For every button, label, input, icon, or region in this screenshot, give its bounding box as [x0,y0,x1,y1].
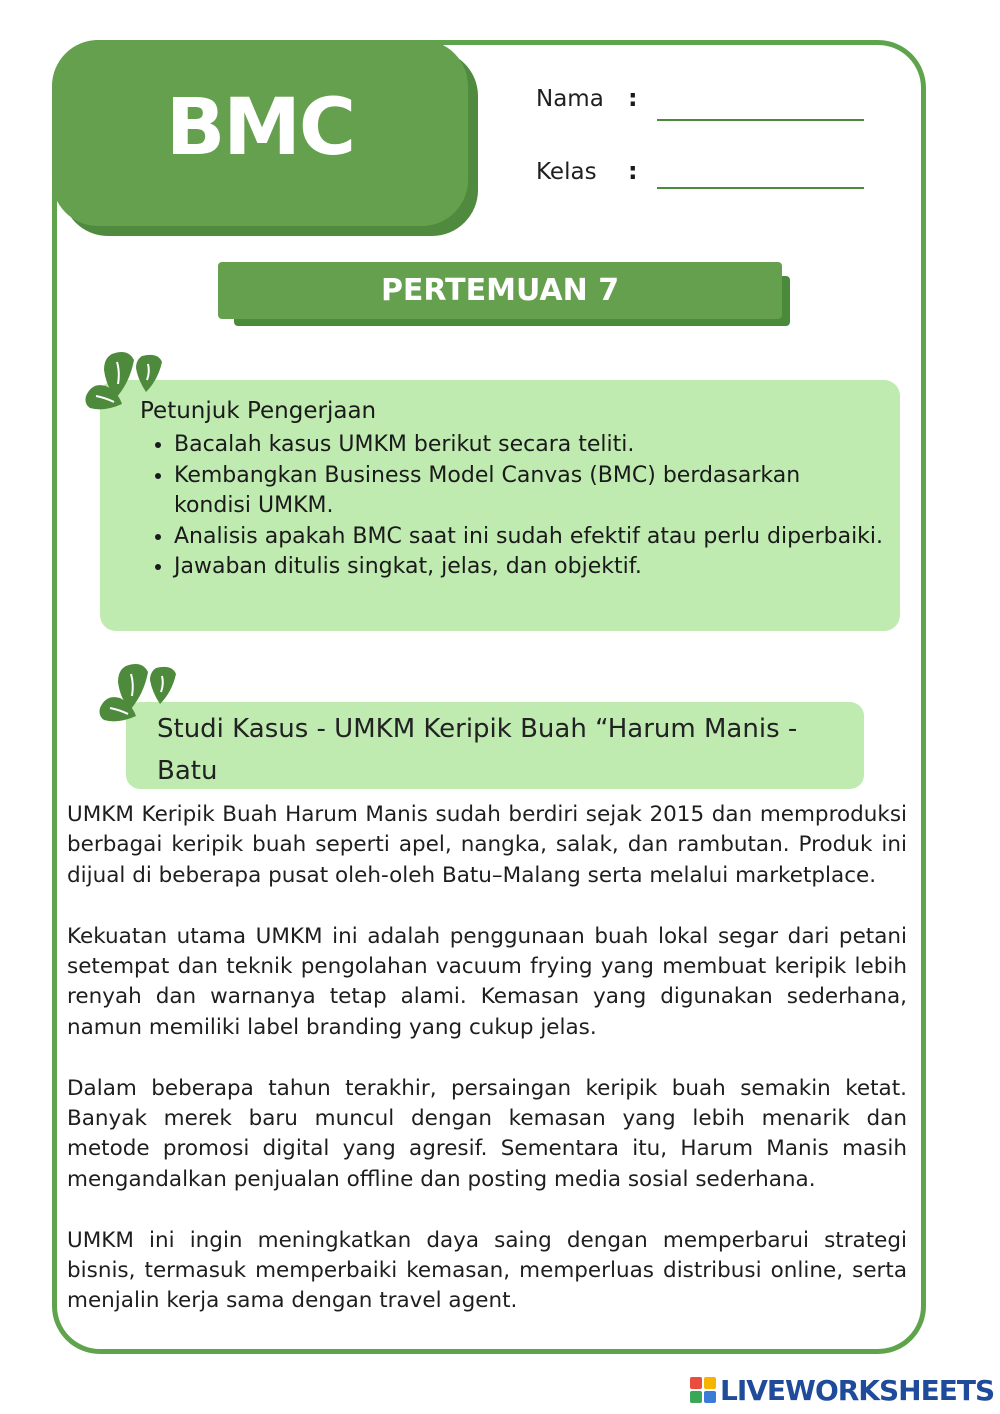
instruction-item: • Kembangkan Business Model Canvas (BMC) berdasarkan kondisi UMKM. [174,461,884,522]
title-banner [52,40,468,226]
case-paragraph: UMKM ini ingin meningkatkan daya saing dengan memperbarui strategi bisnis, termasuk memperbaiki kemasan, memperluas distribusi online, serta menjalin kerja sama dengan travel agent. [67,1227,907,1314]
instruction-item: • Jawaban ditulis singkat, jelas, dan objektif. [174,552,884,583]
class-label: Kelas [536,159,597,185]
class-input-line[interactable] [657,187,864,189]
name-colon: : [628,84,638,112]
liveworksheets-brand[interactable] [690,1372,994,1408]
case-study-title: Studi Kasus - UMKM Keripik Buah “Harum Manis - Batu [157,714,798,786]
instruction-item: • Analisis apakah BMC saat ini sudah efektif atau perlu diperbaiki. [174,522,884,553]
case-paragraph: Dalam beberapa tahun terakhir, persaingan keripik buah semakin ketat. Banyak merek baru muncul dengan kemasan yang lebih menarik dan metode promosi digital yang agresif. Sementara itu, Harum Manis masih mengandalkan penjualan offline dan posting media sosial sederhana. [67,1075,907,1192]
instructions-heading: Petunjuk Pengerjaan [140,398,377,424]
leaf-decoration-icon [98,658,182,728]
case-paragraph: Kekuatan utama UMKM ini adalah penggunaan buah lokal segar dari petani setempat dan teknik pengolahan vacuum frying yang membuat keripik lebih renyah dan warnanya tetap alami. Kemasan yang digunakan sederhana, namun memiliki label branding yang cukup jelas. [67,923,907,1040]
meeting-label: PERTEMUAN 7 [380,273,620,308]
instruction-item: • Bacalah kasus UMKM berikut secara teliti. [174,430,884,461]
name-label: Nama [536,86,604,112]
leaf-decoration-icon [84,346,168,416]
case-study-banner [126,702,864,789]
case-study-body [67,800,907,1347]
meeting-banner [218,262,782,319]
page-title: BMC [165,83,355,173]
brand-name: LIVEWORKSHEETS [720,1373,995,1407]
liveworksheets-logo-icon [690,1377,716,1403]
name-input-line[interactable] [657,119,864,121]
class-colon: : [628,157,638,185]
instructions-list [146,430,884,583]
case-paragraph: UMKM Keripik Buah Harum Manis sudah berdiri sejak 2015 dan memproduksi berbagai keripik buah seperti apel, nangka, salak, dan rambutan. Produk ini dijual di beberapa pusat oleh-oleh Batu–Malang serta melalui marketplace. [67,802,907,888]
instructions-box [100,380,900,631]
